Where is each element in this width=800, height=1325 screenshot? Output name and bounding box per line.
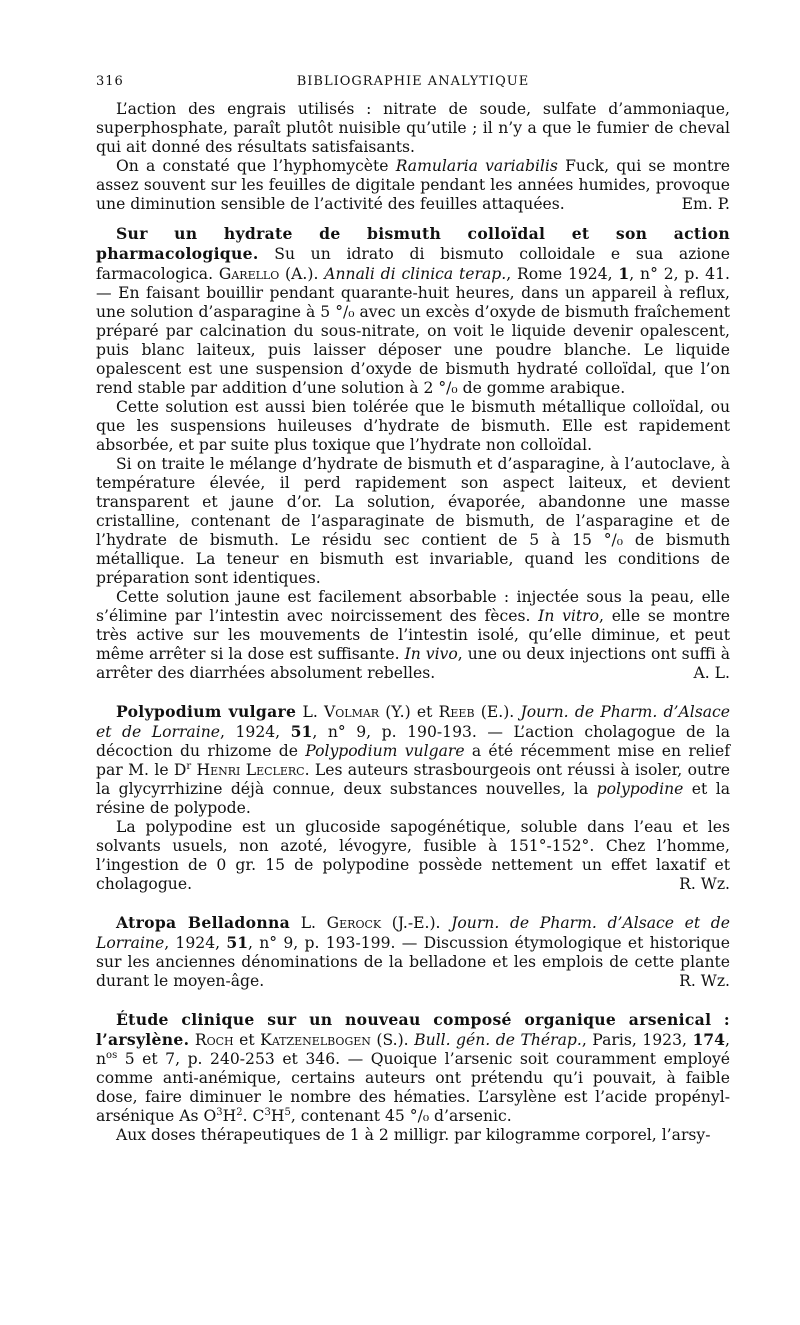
continued-paragraph-2 <box>96 157 730 214</box>
citation: , Paris, 1923, <box>581 1031 693 1049</box>
entry-bismuth <box>96 224 730 398</box>
text: On a constaté que l’hyphomycète <box>116 157 396 175</box>
author-initial: (A.). <box>279 265 325 283</box>
entry-arsylene <box>96 1010 730 1126</box>
text: Fuck, qui se montre assez souvent sur les feuilles de digitale pendant les années humides, provoque une diminution sensible de l’activité des feuilles attaquées. <box>96 157 730 213</box>
author: Volmar <box>324 703 380 721</box>
bismuth-paragraph-3: Si on traite le mélange d’hydrate de bismuth et d’asparagine, à l’autoclave, à température élevée, il perd rapidement son aspect laiteux, et devient transparent et jaune d’or. La solution, évaporée, abandonne une masse cristalline, contenant de l’asparaginate de bismuth, de l’asparagine et de l’hydrate de bismuth. Le résidu sec contient de 5 à 15 °/₀ de bismuth métallique. La teneur en bismuth est invariable, quand les conditions de préparation sont identiques. <box>96 455 730 587</box>
in-vivo: In vivo <box>404 645 458 663</box>
title-suffix: L. <box>296 703 324 721</box>
volume: 51 <box>226 933 249 952</box>
arsylene-paragraph-2: Aux doses thérapeutiques de 1 à 2 milligr. par kilogramme corporel, l’arsy- <box>116 1126 711 1144</box>
species-name: Polypodium vulgare <box>305 742 465 760</box>
author: Reeb <box>438 703 475 721</box>
bismuth-paragraph-2: Cette solution est aussi bien tolérée que le bismuth métallique colloïdal, ou que les suspensions huileuses d’hydrate de bismuth. Elle est rapidement absorbée, et par suite plus toxique que l’hydrate non colloïdal. <box>96 398 730 454</box>
superscript: r <box>186 760 192 772</box>
text: a été récemment mise en relief par M. le D <box>96 742 730 779</box>
entry-title: Atropa Belladonna <box>116 913 291 932</box>
author-initial: (E.). <box>474 703 521 721</box>
formula-superscript: 3 <box>216 1106 223 1118</box>
text: . Les auteurs strasbourgeois ont réussi à isoler, outre la glycyrrhizine déjà connue, deux substances nouvelles, la <box>96 761 730 798</box>
journal: Journ. de Pharm. d’Alsace et de Lorraine <box>96 914 730 952</box>
doctor-name: Henri Leclerc <box>191 761 305 779</box>
species-name: Ramularia variabilis <box>395 157 558 175</box>
spacer <box>96 991 730 1010</box>
author: Gerock <box>326 914 382 932</box>
entry-subtitle: Su un idrato di bismuto colloidale e sua azione farmacologica. <box>96 245 730 283</box>
entry-title: Polypodium vulgare <box>116 702 297 721</box>
volume: 1 <box>618 264 630 283</box>
abstract-text: 5 et 7, p. 240-253 et 346. — Quoique l’arsenic soit couramment employé comme anti-anémique, certains auteurs ont prétendu qu’i pouvait, à faible dose, faire diminuer le nombre des hématies. L’arsylène est l’acide propényl-arsénique As O <box>96 1050 730 1125</box>
formula-text: H <box>222 1107 237 1125</box>
spacer <box>96 894 730 913</box>
journal: Bull. gén. de Thérap. <box>414 1031 582 1049</box>
volume: 51 <box>290 722 313 741</box>
entry-title: Sur un hydrate de bismuth colloïdal et son action pharmacologique. <box>96 224 730 263</box>
running-head <box>96 72 730 92</box>
title-suffix: L. <box>290 914 327 932</box>
author-initial: (Y.) et <box>379 703 439 721</box>
in-vitro: In vitro <box>538 607 600 625</box>
text: Cette solution jaune est facilement absorbable : injectée sous la peau, elle s’élimine par l’intestin avec noircissement des fèces. <box>96 588 730 625</box>
entry-atropa <box>96 913 730 991</box>
text: La polypodine est un glucoside sapogénétique, soluble dans l’eau et les solvants usuels, non azoté, lévogyre, fusible à 151°-152°. Chez l’homme, l’ingestion de 0 gr. 15 de polypodine possède nettement un effet laxatif et cholagogue. <box>96 818 730 893</box>
signature: R. Wz. <box>679 875 730 893</box>
polypodium-paragraph-2 <box>96 818 730 894</box>
journal: Journ. de Pharm. d’Alsace et de Lorraine <box>96 703 730 741</box>
text: , n <box>96 1031 730 1068</box>
text: , une ou deux injections ont suffi à arrêter des diarrhées absolument rebelles. <box>96 645 731 682</box>
formula-superscript: 3 <box>264 1106 271 1118</box>
text: , elle se montre très active sur les mouvements de l’intestin isolé, qu’elle diminue, et peut même arrêter si la dose est suffisante. <box>96 607 730 663</box>
compound-name: polypodine <box>596 780 684 798</box>
journal: Annali di clinica terap. <box>324 265 507 283</box>
author-initial: (J.-E.). <box>381 914 452 932</box>
formula-superscript: 2 <box>236 1106 243 1118</box>
abstract-text: , n° 9, p. 193-199. — Discussion étymologique et historique sur les anciennes dénominations de la belladone et les emplois de cette plante durant le moyen-âge. <box>96 934 731 990</box>
spacer <box>96 683 730 702</box>
signature: A. L. <box>693 664 730 682</box>
signature: Em. P. <box>681 195 730 213</box>
author: Garello <box>218 265 280 283</box>
text: et <box>233 1031 261 1049</box>
entry-title: Étude clinique sur un nouveau composé organique arsenical : l’arsylène. <box>96 1010 730 1049</box>
formula-text: H <box>270 1107 285 1125</box>
abstract-text: , n° 9, p. 190-193. — L’action cholagogue de la décoction du rhizome de <box>96 723 730 760</box>
text: et la résine de polypode. <box>96 780 730 817</box>
entry-polypodium <box>96 702 730 818</box>
continued-paragraph-1: L’action des engrais utilisés : nitrate de soude, sulfate d’ammoniaque, superphosphate, paraît plutôt nuisible qu’utile ; il n’y a que le fumier de cheval qui ait donné des résultats satisfaisants. <box>96 100 730 156</box>
formula-superscript: 5 <box>284 1106 291 1118</box>
text: , contenant 45 °/₀ d’arsenic. <box>290 1107 512 1125</box>
bismuth-paragraph-4 <box>96 588 730 683</box>
citation: , 1924, <box>219 723 291 741</box>
citation: , Rome 1924, <box>506 265 619 283</box>
formula-text: . C <box>242 1107 265 1125</box>
author-initial: (S.). <box>370 1031 415 1049</box>
author: Roch <box>194 1031 234 1049</box>
author: Katzenelbogen <box>260 1031 371 1049</box>
spacer <box>96 214 730 224</box>
volume: 174 <box>692 1030 726 1049</box>
citation: , 1924, <box>164 934 227 952</box>
running-title: BIBLIOGRAPHIE ANALYTIQUE <box>296 74 530 89</box>
page-content <box>96 100 730 1145</box>
superscript: os <box>106 1049 118 1061</box>
page-number: 316 <box>96 74 124 89</box>
signature: R. Wz. <box>679 972 730 990</box>
abstract-text: , n° 2, p. 41. — En faisant bouillir pendant quarante-huit heures, dans un appareil à reflux, une solution d’asparagine à 5 °/₀ avec un excès d’oxyde de bismuth fraîchement préparé par calcination du sous-nitrate, on voit le liquide devenir opalescent, puis blanc laiteux, puis laisser déposer une poudre blanche. Le liquide opalescent est une suspension d’oxyde de bismuth hydraté colloïdal, que l’on rend stable par addition d’une solution à 2 °/₀ de gomme arabique. <box>96 265 730 397</box>
